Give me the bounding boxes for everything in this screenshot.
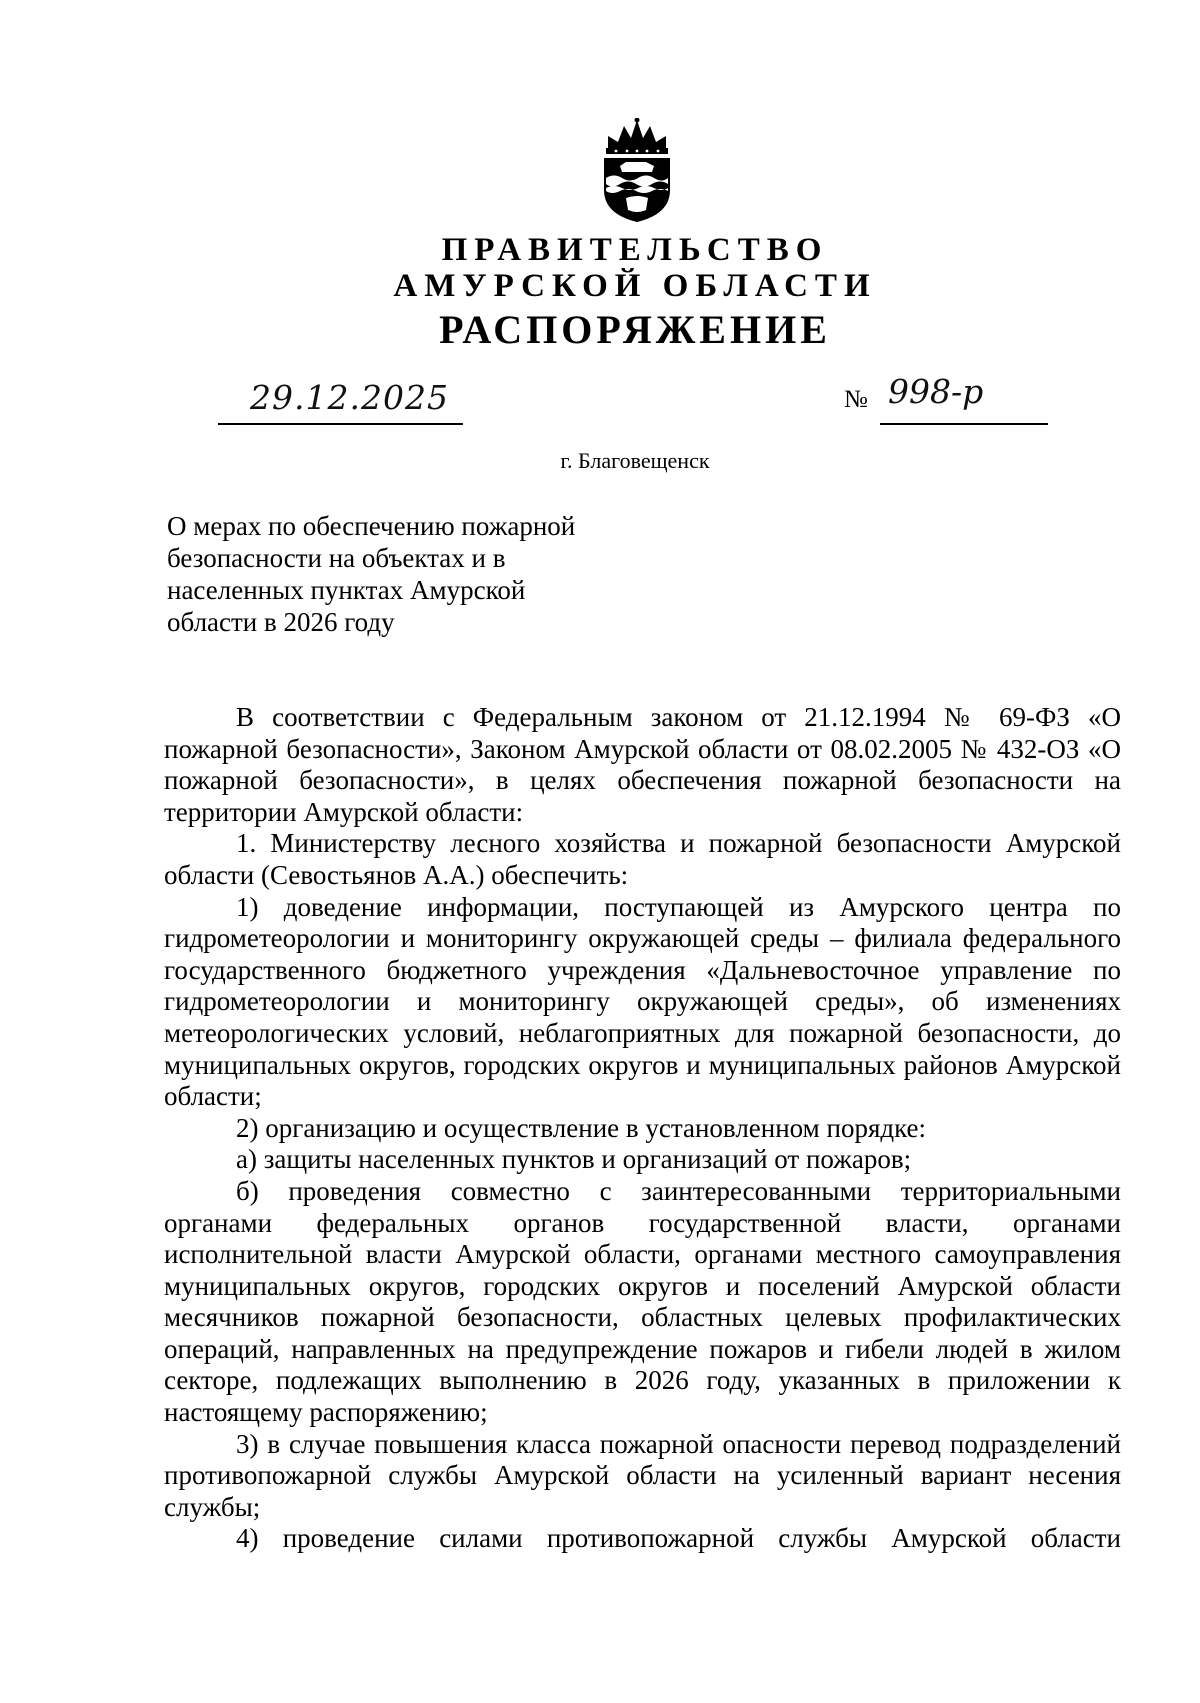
document-date: 29.12.2025	[250, 378, 449, 417]
document-number: 998-р	[888, 372, 984, 411]
body-paragraph: 3) в случае повышения класса пожарной опасности перевод подразделений противопожарной службы Амурской области на усиленный вариант несения службы;	[164, 1428, 1121, 1522]
body-paragraph: 1. Министерству лесного хозяйства и пожарной безопасности Амурской области (Севостьянов А.А.) обеспечить:	[164, 828, 1121, 890]
body-paragraph: б) проведения совместно с заинтересованными территориальными органами федеральных органов государственной власти, органами исполнительной власти Амурской области, органами местного самоуправления муниципальных округов, городских округов и поселений Амурской области месячников пожарной безопасности, областных целевых профилактических операций, направленных на предупреждение пожаров и гибели людей в жилом секторе, подлежащих выполнению в 2026 году, указанных в приложении к настоящему распоряжению;	[164, 1175, 1121, 1428]
coat-of-arms-emblem	[596, 118, 678, 224]
body-paragraph: 2) организацию и осуществление в установленном порядке:	[236, 1112, 927, 1143]
org-title-line2: АМУРСКОЙ ОБЛАСТИ	[393, 268, 877, 304]
document-type-title: РАСПОРЯЖЕНИЕ	[439, 307, 831, 352]
number-sign: №	[844, 386, 868, 413]
body-paragraph: а) защиты населенных пунктов и организаций от пожаров;	[236, 1144, 912, 1175]
document-body	[164, 702, 1121, 1555]
body-paragraph: 4) проведение силами противопожарной службы Амурской области	[236, 1523, 1121, 1554]
city-line: г. Благовещенск	[560, 448, 710, 473]
body-paragraph: 1) доведение информации, поступающей из Амурского центра по гидрометеорологии и мониторингу окружающей среды – филиала федерального государственного бюджетного учреждения «Дальневосточное управление по гидрометеорологии и мониторингу окружающей среды», об изменениях метеорологических условий, неблагоприятных для пожарной безопасности, до муниципальных округов, городских округов и муниципальных районов Амурской области;	[164, 891, 1121, 1112]
body-paragraph: В соответствии с Федеральным законом от 21.12.1994 № 69-ФЗ «О пожарной безопасности», Законом Амурской области от 08.02.2005 № 432-ОЗ «О пожарной безопасности», в целях обеспечения пожарной безопасности на территории Амурской области:	[164, 702, 1121, 827]
org-title-line1: ПРАВИТЕЛЬСТВО	[441, 232, 829, 268]
document-subject: О мерах по обеспечению пожарной безопасности на объектах и в населенных пунктах Амурской области в 2026 году	[167, 511, 576, 637]
